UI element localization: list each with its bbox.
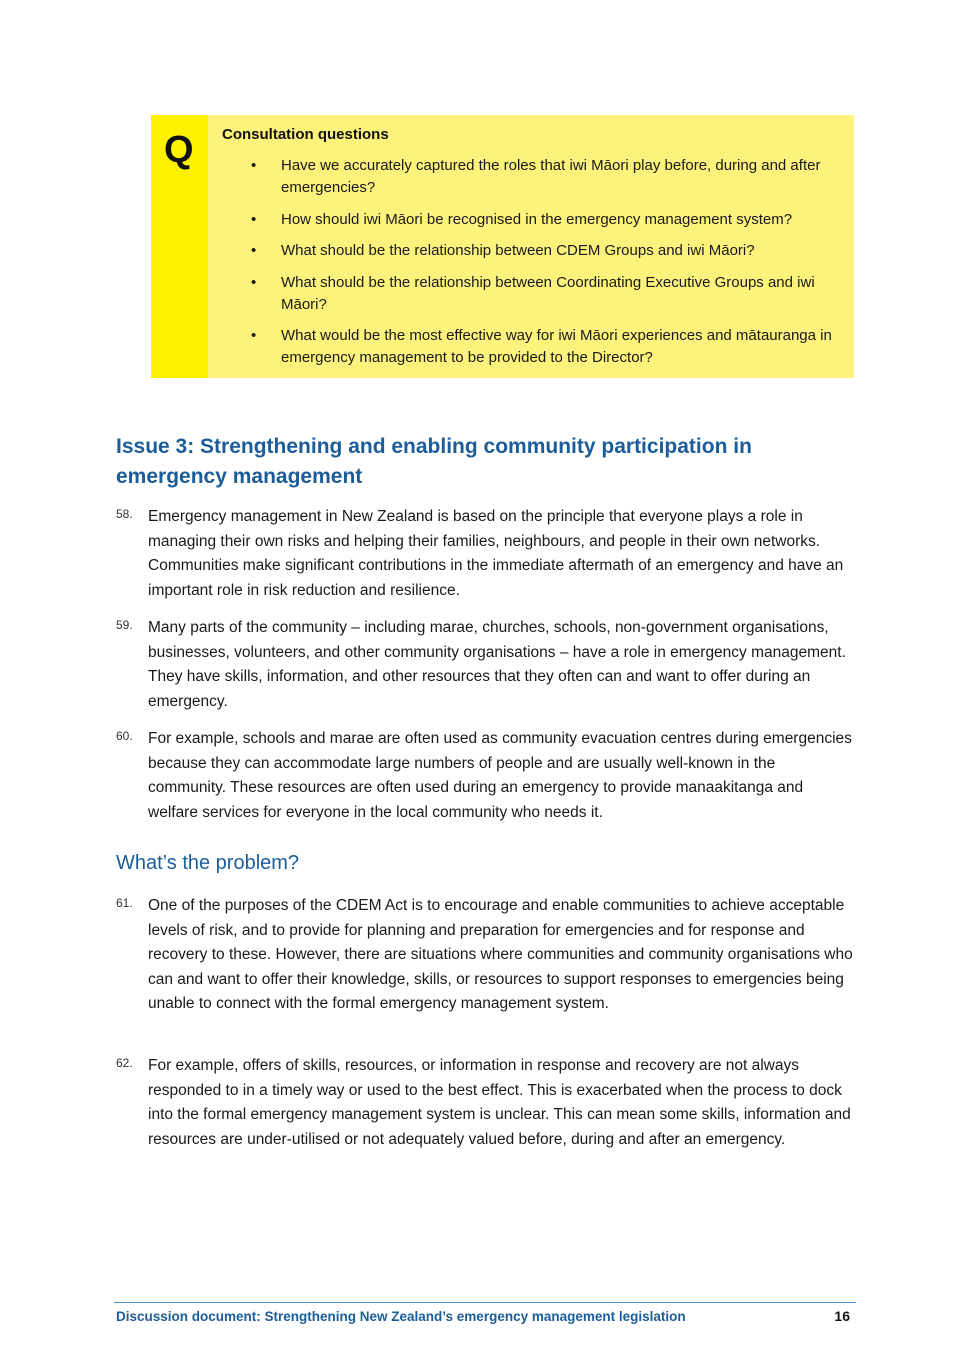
q-letter: Q: [164, 129, 194, 171]
paragraph-62: [116, 1054, 856, 1152]
paragraph-58: [116, 505, 856, 603]
bullet-icon: •: [251, 157, 257, 174]
paragraph-number: 61.: [116, 896, 133, 910]
paragraph-61: [116, 894, 856, 1017]
problem-heading: What’s the problem?: [116, 852, 300, 874]
paragraph-text: Emergency management in New Zealand is based on the principle that everyone plays a role in managing their own risks and helping their families, neighbours, and people in their own networks. Communities make significant contributions in the immediate aftermath of an emergency and have an important role in risk reduction and resilience.: [148, 508, 844, 599]
paragraph-number: 62.: [116, 1056, 133, 1070]
consultation-question: • What should be the relationship between Coordinating Executive Groups and iwi Māori?: [251, 273, 815, 313]
bullet-icon: •: [251, 210, 257, 228]
paragraph-text: For example, schools and marae are often used as community evacuation centres during emergencies because they can accommodate large numbers of people and are usually well-known in the community. These resources are often used during an emergency to provide manaakitanga and welfare services for everyone in the local community who needs it.: [148, 730, 852, 821]
footer-divider: [114, 1302, 856, 1303]
page-number: 16: [834, 1308, 850, 1324]
bullet-icon: •: [251, 327, 257, 344]
consultation-title: Consultation questions: [222, 126, 389, 143]
q-marker-strip: [151, 115, 208, 378]
paragraph-number: 58.: [116, 507, 133, 521]
bullet-icon: •: [251, 273, 257, 291]
consultation-question-list: [247, 155, 837, 379]
bullet-icon: •: [251, 242, 257, 259]
footer-document-title: Discussion document: Strengthening New Zealand’s emergency management legislation: [116, 1309, 686, 1324]
consultation-question: • Have we accurately captured the roles that iwi Māori play before, during and after emergencies?: [251, 157, 821, 196]
paragraph-60: [116, 727, 856, 825]
paragraph-text: For example, offers of skills, resources, or information in response and recovery are not always responded to in a timely way or used to the best effect. This is exacerbated when the process to dock into the formal emergency management system is unclear. This can mean some skills, information and resources are under-utilised or not adequately valued before, during and after an emergency.: [148, 1057, 851, 1148]
paragraph-number: 59.: [116, 618, 133, 632]
paragraph-59: [116, 616, 856, 714]
consultation-question: • How should iwi Māori be recognised in the emergency management system?: [247, 209, 837, 231]
consultation-question: • What would be the most effective way for iwi Māori experiences and mātauranga in emergency management to be provided to the Director?: [251, 327, 832, 366]
consultation-questions-box: [151, 115, 854, 378]
consultation-question: • What should be the relationship between CDEM Groups and iwi Māori?: [247, 240, 837, 262]
paragraph-text: One of the purposes of the CDEM Act is to encourage and enable communities to achieve acceptable levels of risk, and to provide for planning and preparation for emergencies and for response and recovery to these. However, there are situations where communities and community organisations who can and want to offer their knowledge, skills, or resources to support responses to emergencies being unable to connect with the formal emergency management system.: [148, 897, 853, 1012]
issue-heading: Issue 3: Strengthening and enabling community participation in emergency management: [116, 435, 752, 488]
paragraph-number: 60.: [116, 729, 133, 743]
paragraph-text: Many parts of the community – including marae, churches, schools, non-government organisations, businesses, volunteers, and other community organisations – have a role in emergency management. They have skills, information, and other resources that they often can and want to offer during an emergency.: [148, 619, 846, 710]
